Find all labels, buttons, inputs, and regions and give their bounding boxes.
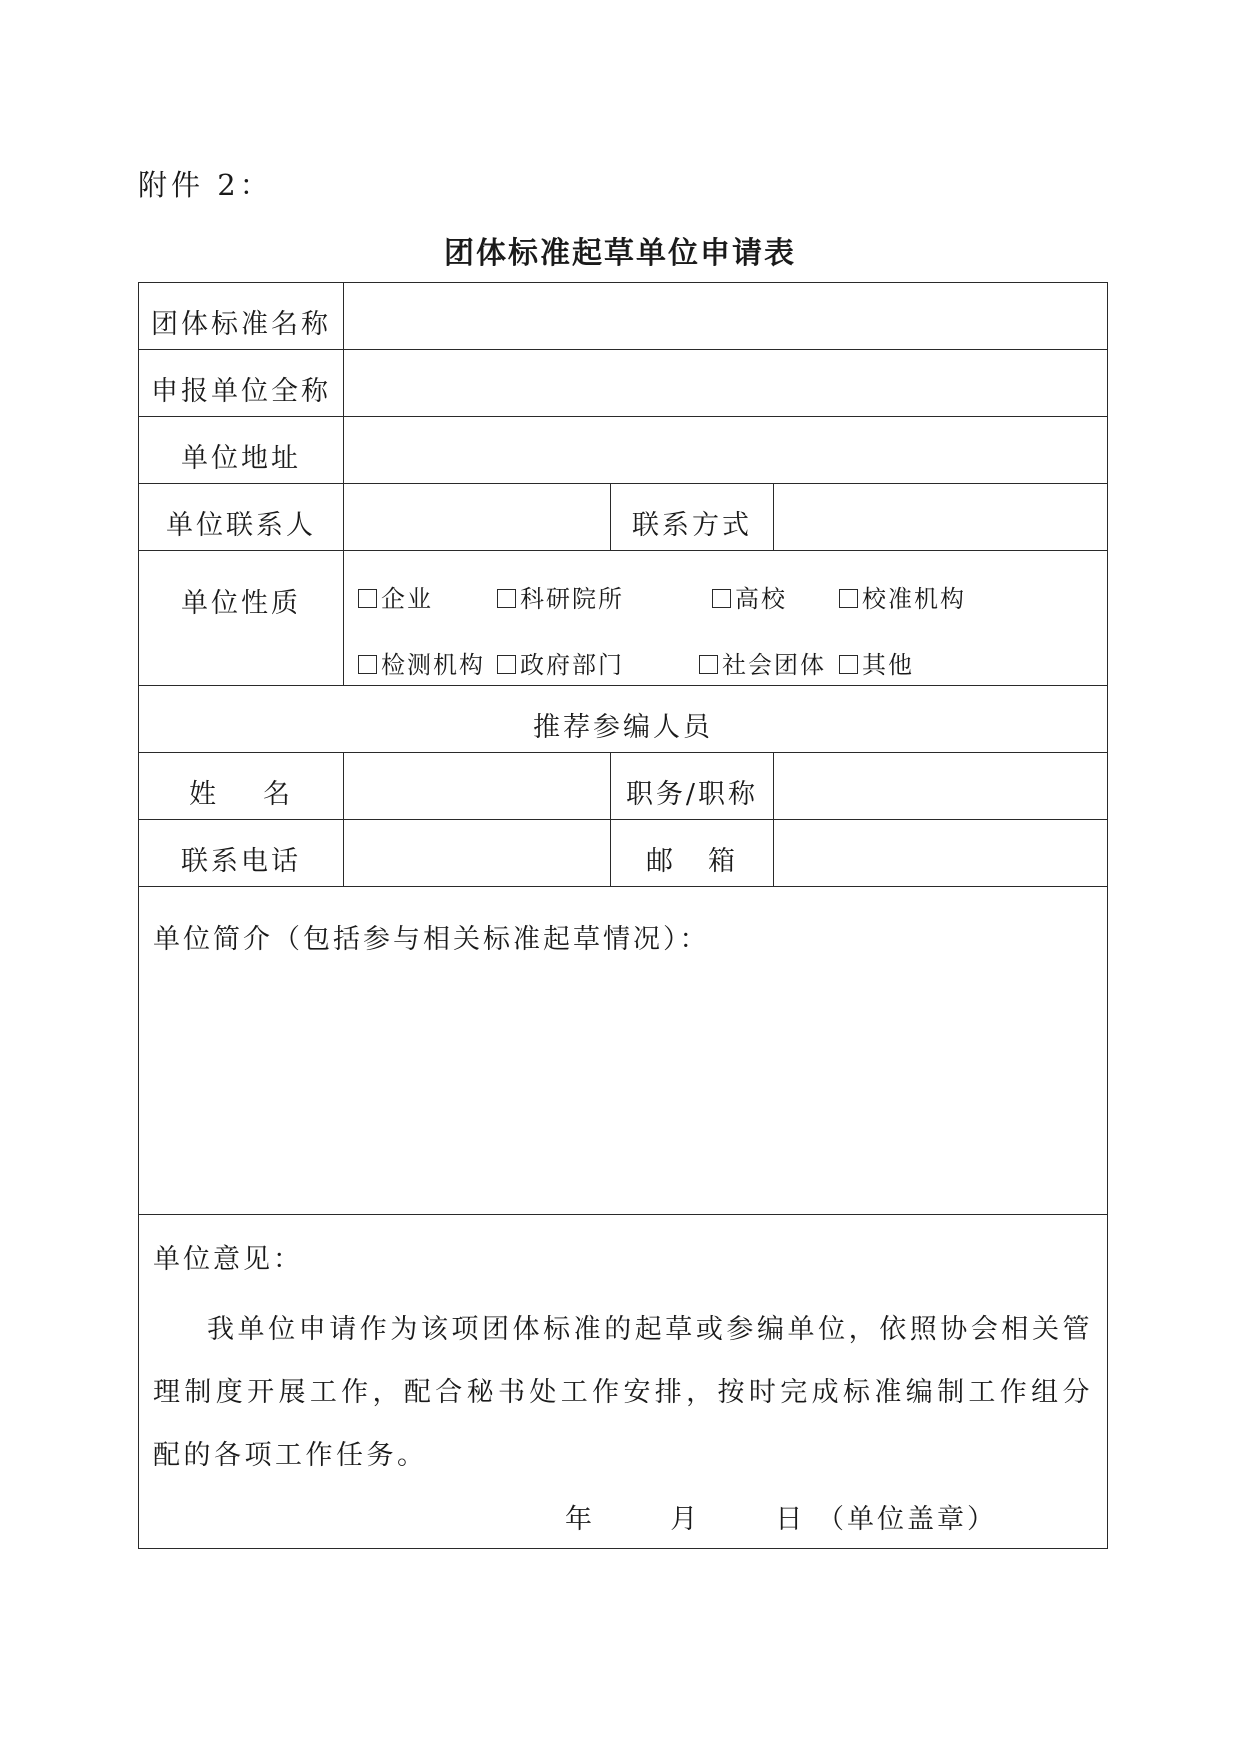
checkbox-icon[interactable] bbox=[699, 655, 718, 674]
row-applicant-fullname bbox=[139, 350, 1108, 417]
sign-day: 日 bbox=[775, 1504, 806, 1535]
nature-label-cell bbox=[139, 551, 344, 686]
checkbox-icon[interactable] bbox=[358, 655, 377, 674]
sign-seal: （单位盖章） bbox=[817, 1504, 998, 1535]
contact-person-field[interactable] bbox=[344, 484, 611, 551]
opinion-text: 我单位申请作为该项团体标准的起草或参编单位，依照协会相关管理制度开展工作，配合秘书处工作安排，按时完成标准编制工作组分配的各项工作任务。 bbox=[153, 1314, 1094, 1471]
nature-label: 单位性质 bbox=[181, 588, 301, 619]
email-field[interactable] bbox=[774, 820, 1108, 887]
row-recommended-section bbox=[139, 686, 1108, 753]
attachment-label: 附件 2： bbox=[138, 168, 273, 202]
row-opinion bbox=[139, 1215, 1108, 1549]
nature-option-government[interactable]: 政府部门 bbox=[497, 645, 624, 680]
intro-cell[interactable] bbox=[139, 887, 1108, 1215]
checkbox-icon[interactable] bbox=[839, 655, 858, 674]
row-standard-name bbox=[139, 283, 1108, 350]
checkbox-icon[interactable] bbox=[497, 589, 516, 608]
applicant-fullname-field[interactable] bbox=[344, 350, 1108, 417]
checkbox-icon[interactable] bbox=[497, 655, 516, 674]
opinion-label: 单位意见： bbox=[153, 1244, 303, 1275]
nature-option-university[interactable]: 高校 bbox=[712, 579, 787, 614]
contact-person-label: 单位联系人 bbox=[139, 484, 344, 551]
row-contact bbox=[139, 484, 1108, 551]
nature-options-cell bbox=[344, 551, 1108, 686]
row-person-name bbox=[139, 753, 1108, 820]
sign-year: 年 bbox=[565, 1504, 596, 1535]
nature-option-enterprise[interactable]: 企业 bbox=[358, 579, 433, 614]
address-field[interactable] bbox=[344, 417, 1108, 484]
standard-name-field[interactable] bbox=[344, 283, 1108, 350]
intro-label: 单位简介（包括参与相关标准起草情况）： bbox=[153, 924, 710, 955]
nature-option-social-group[interactable]: 社会团体 bbox=[699, 645, 826, 680]
sign-line bbox=[565, 1497, 997, 1536]
row-nature bbox=[139, 551, 1108, 686]
row-address bbox=[139, 417, 1108, 484]
checkbox-icon[interactable] bbox=[358, 589, 377, 608]
row-person-phone bbox=[139, 820, 1108, 887]
position-field[interactable] bbox=[774, 753, 1108, 820]
sign-month: 月 bbox=[670, 1504, 701, 1535]
person-name-label: 姓 名 bbox=[189, 779, 293, 810]
phone-field[interactable] bbox=[344, 820, 611, 887]
phone-label: 联系电话 bbox=[139, 820, 344, 887]
application-form-table bbox=[138, 282, 1108, 1549]
nature-checkbox-grid bbox=[344, 551, 1107, 685]
nature-option-testing-agency[interactable]: 检测机构 bbox=[358, 645, 485, 680]
contact-method-field[interactable] bbox=[774, 484, 1108, 551]
applicant-fullname-label: 申报单位全称 bbox=[139, 350, 344, 417]
address-label: 单位地址 bbox=[139, 417, 344, 484]
person-name-label-cell bbox=[139, 753, 344, 820]
contact-method-label: 联系方式 bbox=[611, 484, 774, 551]
person-name-field[interactable] bbox=[344, 753, 611, 820]
email-label-cell bbox=[611, 820, 774, 887]
position-label: 职务/职称 bbox=[611, 753, 774, 820]
nature-option-other[interactable]: 其他 bbox=[839, 645, 914, 680]
checkbox-icon[interactable] bbox=[712, 589, 731, 608]
nature-option-calibration-agency[interactable]: 校准机构 bbox=[839, 579, 966, 614]
form-title: 团体标准起草单位申请表 bbox=[444, 236, 796, 271]
recommended-section-title: 推荐参编人员 bbox=[139, 686, 1108, 753]
checkbox-icon[interactable] bbox=[839, 589, 858, 608]
email-label: 邮 箱 bbox=[646, 846, 738, 877]
standard-name-label: 团体标准名称 bbox=[139, 283, 344, 350]
nature-option-research-institute[interactable]: 科研院所 bbox=[497, 579, 624, 614]
opinion-cell[interactable] bbox=[139, 1215, 1108, 1549]
row-intro bbox=[139, 887, 1108, 1215]
